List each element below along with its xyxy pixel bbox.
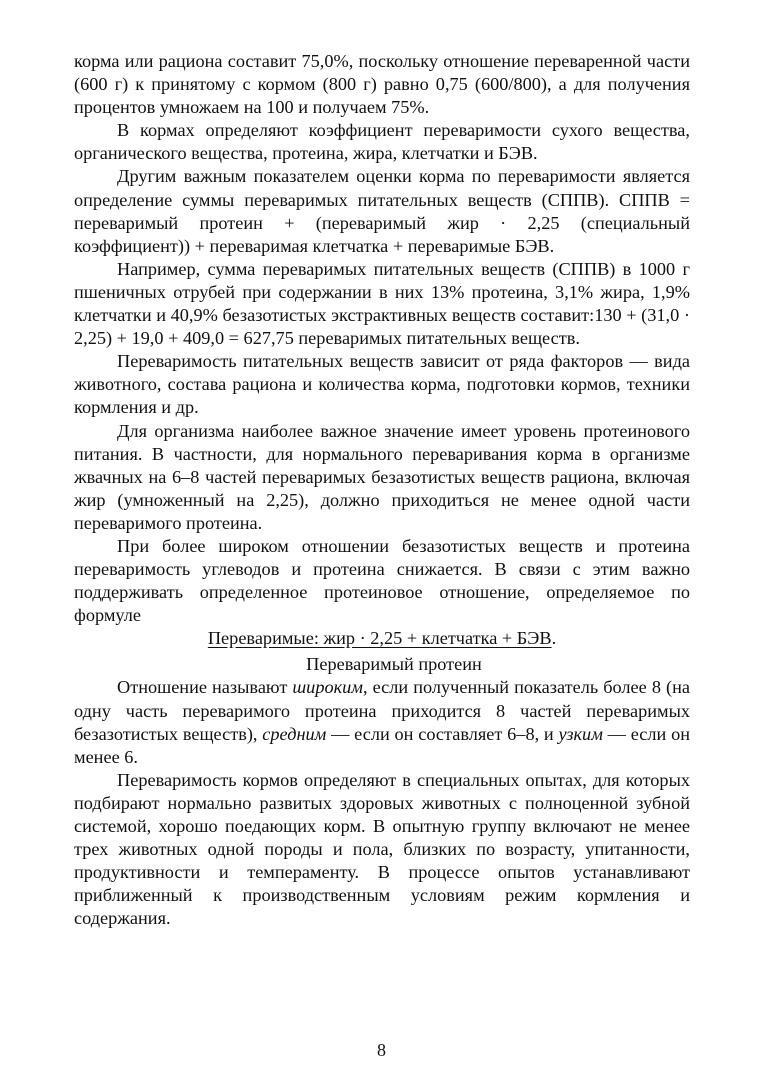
ratio-term-narrow: узким <box>558 723 603 744</box>
paragraph-sppv-definition: Другим важным показателем оценки корма по переваримости является определение суммы переваримых питательных веществ (СППВ). СППВ = переваримый протеин + (переваримый жир · 2,25 (специальный коэффициент)) + переваримая клетчатка + переваримые БЭВ. <box>74 166 690 256</box>
ratio-text-3: — если он составляет 6–8, и <box>326 723 559 744</box>
formula-numerator: Переваримые: жир · 2,25 + клетчатка + БЭВ <box>207 628 552 649</box>
page-number: 8 <box>377 1040 386 1060</box>
document-page <box>74 50 690 930</box>
paragraph-protein-ratio-intro: При более широком отношении безазотистых веществ и протеина переваримость углеводов и протеина снижается. В связи с этим важно поддерживать определенное протеиновое отношение, определяемое по формуле <box>74 535 690 626</box>
paragraph-sppv-example: Например, сумма переваримых питательных веществ (СППВ) в 1000 г пшеничных отрубей при содержании в них 13% протеина, 3,1% жира, 1,9% клетчатки и 40,9% безазотистых экстрактивных веществ составит:130 + (31,0 · 2,25) + 19,0 + 409,0 = 627,75 переваримых питательных веществ. <box>74 258 690 349</box>
paragraph-digestibility-factors: Переваримость питательных веществ зависит от ряда факторов — вида животного, состава рациона и количества корма, подготовки кормов, техники кормления и др. <box>74 351 690 418</box>
protein-ratio-formula <box>74 627 690 650</box>
paragraph-ratio-classification <box>74 676 690 768</box>
ratio-term-wide: широким <box>292 677 363 698</box>
ratio-text-4: — если он менее 6. <box>74 723 690 767</box>
formula-period: . <box>551 628 557 649</box>
formula-denominator: Переваримый протеин <box>306 654 482 675</box>
paragraph-continuation: корма или рациона составит 75,0%, поскольку отношение переваренной части (600 г) к принятому с кормом (800 г) равно 0,75 (600/800), а для получения процентов умножаем на 100 и получаем 75%. <box>74 51 690 118</box>
ratio-term-medium: средним <box>262 723 327 744</box>
ratio-text-2: , если полученный показатель более 8 (на одну часть переваримого протеина приходится 8 частей переваримых безазотистых веществ), <box>74 677 690 744</box>
paragraph-digestibility-experiments: Переваримость кормов определяют в специальных опытах, для которых подбирают нормально развитых здоровых животных с полноценной зубной системой, хорошо поедающих корм. В опытную группу включают не менее трех животных одной породы и пола, близких по возрасту, упитанности, продуктивности и темпераменту. В процессе опытов устанавливают приближенный к производственным условиям режим кормления и содержания. <box>74 769 690 929</box>
ratio-text-1: Отношение называют <box>117 677 293 698</box>
paragraph-protein-nutrition: Для организма наиболее важное значение имеет уровень протеинового питания. В частности, для нормального переваривания корма в организме жвачных на 6–8 частей переваримых безазотистых веществ рациона, включая жир (умноженный на 2,25), должно приходиться не менее одной части переваримого протеина. <box>74 420 690 533</box>
paragraph-digestibility-coefficients: В кормах определяют коэффициент переваримости сухого вещества, органического вещества, протеина, жира, клетчатки и БЭВ. <box>74 120 690 164</box>
